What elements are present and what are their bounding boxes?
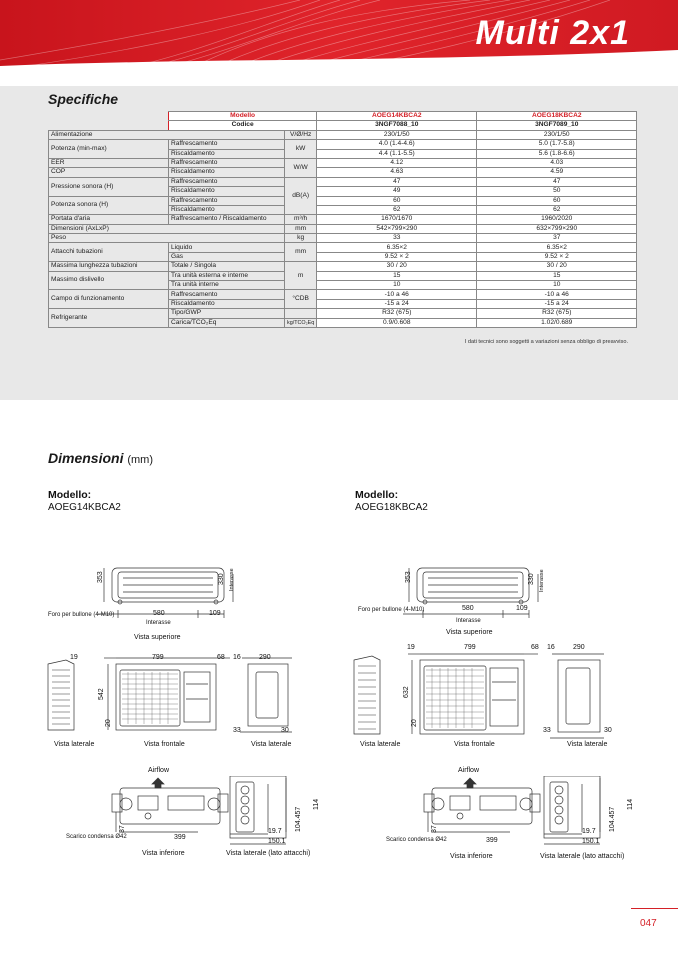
- airflow-arrow-icon: [152, 778, 164, 788]
- dim-top-height-1: 353: [97, 571, 104, 583]
- airflow-arrow-icon: [464, 778, 476, 788]
- vista-frontale-2: Vista frontale: [454, 741, 495, 748]
- interasse-vertical-1: Interasse: [229, 568, 235, 591]
- dim-104-1: 104.457: [295, 806, 302, 832]
- dim-33-2: 33: [543, 727, 551, 734]
- cell-category: Refrigerante: [49, 309, 169, 328]
- vista-laterale-attacchi-1: Vista laterale (lato attacchi): [226, 850, 311, 857]
- cell-category: Potenza sonora (H): [49, 196, 169, 215]
- interasse-caption-2: Interasse: [456, 618, 481, 624]
- cell-value-1: 62: [317, 205, 477, 214]
- specs-title: Specifiche: [48, 91, 119, 107]
- model2-code: AOEG18KBCA2: [355, 502, 428, 513]
- page-number-rule: [631, 908, 678, 909]
- dimensions-unit: (mm): [127, 454, 154, 466]
- cell-sub: Riscaldamento: [169, 299, 285, 308]
- dim-799-2: 799: [464, 644, 476, 651]
- cell-category: Dimensioni (AxLxP): [49, 224, 285, 233]
- cell-sub: Tra unità esterna e interne: [169, 271, 285, 280]
- spec-table: [48, 111, 637, 328]
- table-row: [49, 130, 637, 139]
- dim-20-1: 20: [105, 719, 112, 727]
- cell-value-1: 30 / 20: [317, 262, 477, 271]
- dim-799-1: 799: [152, 654, 164, 661]
- header-model2: AOEG18KBCA2: [477, 112, 637, 121]
- dim-68-2: 68: [531, 644, 539, 651]
- model1-front-views-drawing: [40, 654, 300, 740]
- cell-value-1: 10: [317, 281, 477, 290]
- cell-value-2: 62: [477, 205, 637, 214]
- table-row: [49, 215, 637, 224]
- cell-sub: Totale / Singola: [169, 262, 285, 271]
- cell-sub: Raffrescamento: [169, 196, 285, 205]
- cell-value-1: 542×799×290: [317, 224, 477, 233]
- model1-bottom-views-drawing: [108, 776, 338, 848]
- dim-1501-2: 150.1: [582, 838, 600, 845]
- cell-unit: [285, 309, 317, 318]
- vista-laterale-2b: Vista laterale: [567, 741, 608, 748]
- cell-sub: Riscaldamento: [169, 168, 285, 177]
- cell-unit: kg: [285, 234, 317, 243]
- vista-inferiore-1: Vista inferiore: [142, 850, 185, 857]
- cell-sub: Tipo/GWP: [169, 309, 285, 318]
- vista-laterale-1a: Vista laterale: [54, 741, 95, 748]
- cell-value-2: 60: [477, 196, 637, 205]
- cell-value-1: 1670/1670: [317, 215, 477, 224]
- dim-104-2: 104.457: [609, 806, 616, 832]
- cell-sub: Riscaldamento: [169, 205, 285, 214]
- cell-value-2: 4.03: [477, 158, 637, 167]
- cell-sub: Raffrescamento: [169, 290, 285, 299]
- dim-290-1: 290: [259, 654, 271, 661]
- dim-290-2: 290: [573, 644, 585, 651]
- dim-16-2: 16: [547, 644, 555, 651]
- dim-330-2: 330: [528, 573, 535, 585]
- cell-sub: Riscaldamento: [169, 187, 285, 196]
- table-header-row: [49, 112, 637, 121]
- cell-value-1: 15: [317, 271, 477, 280]
- dimensions-title: [48, 450, 153, 466]
- cell-value-2: 1.02/0.689: [477, 318, 637, 327]
- cell-value-2: 30 / 20: [477, 262, 637, 271]
- header-model1: AOEG14KBCA2: [317, 112, 477, 121]
- cell-value-2: 47: [477, 177, 637, 186]
- cell-value-2: 15: [477, 271, 637, 280]
- cell-value-1: 9.52 × 2: [317, 252, 477, 261]
- cell-value-2: 5.6 (1.8-6.6): [477, 149, 637, 158]
- dim-114-2: 114: [627, 798, 634, 810]
- dim-330-1: 330: [218, 573, 225, 585]
- cell-unit: m³/h: [285, 215, 317, 224]
- cell-sub: Carica/TCO₂Eq: [169, 318, 285, 327]
- cell-value-1: -10 a 46: [317, 290, 477, 299]
- dim-109-2: 109: [516, 605, 528, 612]
- cell-value-1: 49: [317, 187, 477, 196]
- cell-value-2: 1960/2020: [477, 215, 637, 224]
- dim-1501-1: 150.1: [268, 838, 286, 845]
- dimensions-title-text: Dimensioni: [48, 450, 124, 466]
- header-code2: 3NGF7089_10: [477, 121, 637, 130]
- table-header-row: [49, 121, 637, 130]
- interasse-vertical-2: Interasse: [539, 569, 545, 592]
- cell-unit: °CDB: [285, 290, 317, 309]
- cell-sub: Riscaldamento: [169, 149, 285, 158]
- dim-16-1: 16: [233, 654, 241, 661]
- scarico-caption-2: Scarico condensa Ø42: [386, 837, 447, 843]
- cell-value-2: 5.0 (1.7-5.8): [477, 140, 637, 149]
- cell-value-1: 230/1/50: [317, 130, 477, 139]
- vista-laterale-1b: Vista laterale: [251, 741, 292, 748]
- dim-top-height-2: 353: [405, 571, 412, 583]
- table-row: [49, 290, 637, 299]
- cell-sub: Gas: [169, 252, 285, 261]
- table-row: [49, 177, 637, 186]
- cell-value-1: R32 (675): [317, 309, 477, 318]
- interasse-caption-1: Interasse: [146, 620, 171, 626]
- cell-category: Potenza (min-max): [49, 140, 169, 159]
- dim-580-1: 580: [153, 610, 165, 617]
- dim-197-1: 19.7: [268, 828, 282, 835]
- table-row: [49, 243, 637, 252]
- cell-sub: Raffrescamento: [169, 140, 285, 149]
- vista-laterale-2a: Vista laterale: [360, 741, 401, 748]
- cell-unit: mm: [285, 224, 317, 233]
- table-row: [49, 196, 637, 205]
- vista-superiore-2: Vista superiore: [446, 629, 493, 636]
- table-row: [49, 158, 637, 167]
- cell-value-2: 10: [477, 281, 637, 290]
- cell-sub: Raffrescamento: [169, 177, 285, 186]
- cell-value-1: 4.12: [317, 158, 477, 167]
- cell-sub: Liquido: [169, 243, 285, 252]
- cell-value-2: 37: [477, 234, 637, 243]
- cell-category: Massimo dislivello: [49, 271, 169, 290]
- table-row: [49, 224, 637, 233]
- header-code1: 3NGF7088_10: [317, 121, 477, 130]
- vista-laterale-attacchi-2: Vista laterale (lato attacchi): [540, 853, 625, 860]
- vista-superiore-1: Vista superiore: [134, 634, 181, 641]
- header-codice: Codice: [169, 121, 317, 130]
- dim-399-2: 399: [486, 837, 498, 844]
- cell-value-2: 230/1/50: [477, 130, 637, 139]
- dim-37-1: 37: [119, 825, 126, 833]
- cell-unit: kW: [285, 140, 317, 159]
- vista-frontale-1: Vista frontale: [144, 741, 185, 748]
- cell-value-2: -10 a 46: [477, 290, 637, 299]
- dim-580-2: 580: [462, 605, 474, 612]
- page-number: 047: [640, 918, 657, 929]
- cell-category: COP: [49, 168, 169, 177]
- cell-value-2: 6.35×2: [477, 243, 637, 252]
- cell-value-2: 4.59: [477, 168, 637, 177]
- cell-value-1: -15 a 24: [317, 299, 477, 308]
- model1-code: AOEG14KBCA2: [48, 502, 121, 513]
- cell-unit: kg/TCO₂Eq: [285, 318, 317, 327]
- cell-value-1: 4.0 (1.4-4.6): [317, 140, 477, 149]
- cell-category: Alimentazione: [49, 130, 285, 139]
- dim-19-2: 19: [407, 644, 415, 651]
- dim-37-2: 37: [431, 825, 438, 833]
- table-row: [49, 168, 637, 177]
- cell-unit: dB(A): [285, 177, 317, 215]
- table-row: [49, 309, 637, 318]
- scarico-caption-1: Scarico condensa Ø42: [66, 834, 127, 840]
- dim-109-1: 109: [209, 610, 221, 617]
- cell-sub: Tra unità interne: [169, 281, 285, 290]
- cell-unit: V/Ø/Hz: [285, 130, 317, 139]
- cell-value-1: 4.4 (1.1-5.5): [317, 149, 477, 158]
- cell-category: Portata d'aria: [49, 215, 169, 224]
- cell-value-1: 0.9/0.608: [317, 318, 477, 327]
- cell-value-1: 60: [317, 196, 477, 205]
- cell-category: Attacchi tubazioni: [49, 243, 169, 262]
- cell-category: EER: [49, 158, 169, 167]
- dim-30-1: 30: [281, 727, 289, 734]
- cell-unit: m: [285, 262, 317, 290]
- vista-inferiore-2: Vista inferiore: [450, 853, 493, 860]
- cell-category: Peso: [49, 234, 285, 243]
- cell-value-1: 6.35×2: [317, 243, 477, 252]
- cell-value-2: -15 a 24: [477, 299, 637, 308]
- cell-value-1: 4.63: [317, 168, 477, 177]
- foro-caption-2: Foro per bullone (4-M10): [358, 607, 425, 613]
- dim-197-2: 19.7: [582, 828, 596, 835]
- dim-19-1: 19: [70, 654, 78, 661]
- foro-caption-1: Foro per bullone (4-M10): [48, 612, 115, 618]
- cell-category: Massima lunghezza tubazioni: [49, 262, 169, 271]
- dim-front-height-2: 632: [403, 686, 410, 698]
- cell-value-2: 50: [477, 187, 637, 196]
- cell-category: Pressione sonora (H): [49, 177, 169, 196]
- table-row: [49, 140, 637, 149]
- table-row: [49, 271, 637, 280]
- airflow-label-1: Airflow: [148, 767, 170, 774]
- cell-category: Campo di funzionamento: [49, 290, 169, 309]
- cell-value-2: 632×799×290: [477, 224, 637, 233]
- header-modello-cell: [169, 112, 317, 121]
- dim-114-1: 114: [313, 798, 320, 810]
- cell-value-1: 47: [317, 177, 477, 186]
- table-row: [49, 262, 637, 271]
- cell-sub: Raffrescamento: [169, 158, 285, 167]
- dim-20-2: 20: [411, 719, 418, 727]
- dim-399-1: 399: [174, 834, 186, 841]
- cell-value-2: 9.52 × 2: [477, 252, 637, 261]
- cell-unit: W/W: [285, 158, 317, 177]
- cell-value-1: 33: [317, 234, 477, 243]
- model2-front-views-drawing: [346, 648, 618, 744]
- dim-68-1: 68: [217, 654, 225, 661]
- airflow-label-2: Airflow: [458, 767, 480, 774]
- spec-footnote: I dati tecnici sono soggetti a variazioni senza obbligo di preavviso.: [464, 339, 628, 345]
- cell-value-2: R32 (675): [477, 309, 637, 318]
- dim-front-height-1: 542: [98, 688, 105, 700]
- cell-sub: Raffrescamento / Riscaldamento: [169, 215, 285, 224]
- dim-33-1: 33: [233, 727, 241, 734]
- table-row: [49, 234, 637, 243]
- page-title: Multi 2x1: [475, 14, 630, 52]
- model2-label: Modello:: [355, 489, 399, 501]
- header-modello-label: Modello: [230, 112, 256, 120]
- dim-30-2: 30: [604, 727, 612, 734]
- cell-unit: mm: [285, 243, 317, 262]
- model1-label: Modello:: [48, 489, 92, 501]
- header-banner: [0, 0, 678, 74]
